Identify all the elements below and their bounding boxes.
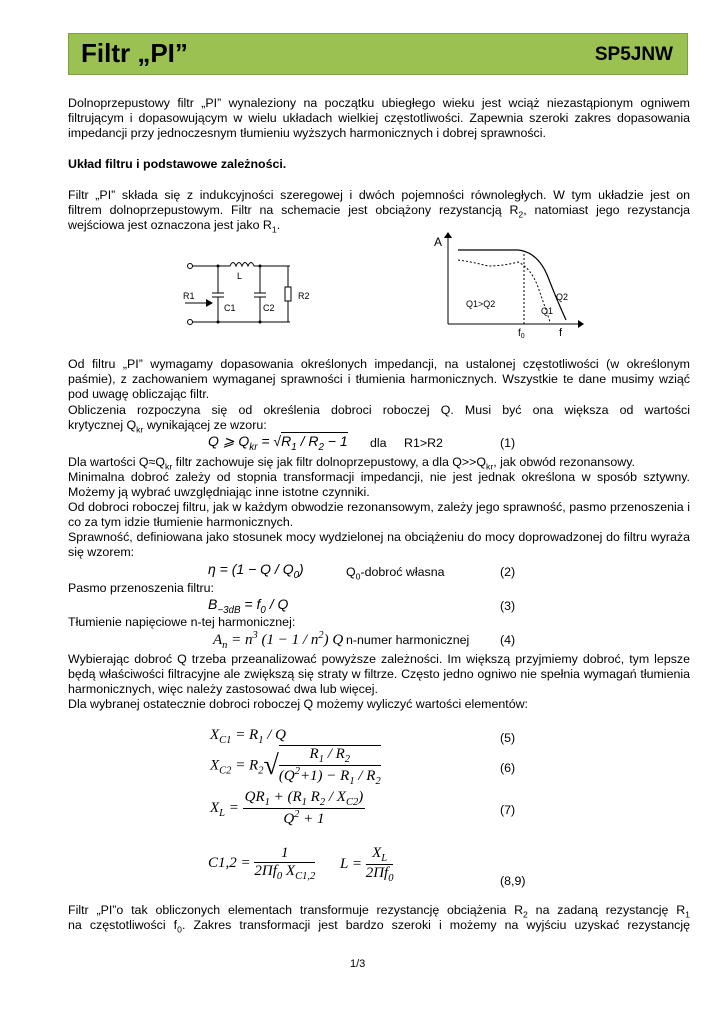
- title-bar: [68, 33, 688, 75]
- label-C1: C1: [224, 303, 236, 313]
- equation-4: $A_n = n^3$ $(1 - 1 / n^2)$ Q: [213, 630, 344, 651]
- intro-paragraph: Dolnoprzepustowy filtr „PI” wynaleziony na początku ubiegłego wieku jest wciąż niezastąpionym ogniwem filtrującym i dopasowującym w wielu układach wielkiej częstotliwości. Zapewnia szeroki zakres dopasowania impedancji przy jednoczesnym tłumieniu wyższych harmonicznych i dobrej sprawności.: [68, 96, 690, 140]
- axis-label-A: A: [434, 235, 443, 249]
- eq6-number: (6): [500, 761, 516, 775]
- eq5-number: (5): [500, 731, 516, 745]
- section-heading: Układ filtru i podstawowe zależności.: [68, 157, 287, 171]
- equation-7: $X_L$ = $\frac{QR_1 + (R_1 R_2 / X_{C2})}{Q^2 + 1}$: [210, 789, 364, 827]
- eq7-number: (7): [500, 803, 516, 817]
- pi-filter-schematic: [180, 255, 320, 330]
- label-q-compare: Q1>Q2: [466, 299, 496, 309]
- label-Q2: Q2: [556, 292, 569, 302]
- eq3-number: (3): [500, 599, 516, 613]
- equation-8: C1,2 = $\frac{1}{2\Pi f_0 X_{C1,2}}$: [208, 845, 316, 882]
- label-Q1: Q1: [541, 306, 554, 316]
- eq2-note: $Q_0$-dobroć własna: [346, 565, 445, 582]
- equation-3: $B_{-3dB} = f_0 / Q$: [208, 596, 289, 616]
- para3: Od filtru „PI” wymagamy dopasowania określonych impedancji, na ustalonej częstotliwości (w określonym paśmie), z zachowaniem wymaganej sprawności i tłumienia harmonicznych. Wszystkie te dane musimy wziąć pod uwagę obliczając filtr.: [68, 357, 690, 401]
- eq4-number: (4): [500, 633, 516, 647]
- author-callsign: SP5JNW: [594, 44, 673, 65]
- equation-1: Q ⩾ $Q_{kr} = √R_1 / R_2 - 1$: [208, 433, 348, 453]
- para6: Od dobroci roboczej filtru, jak w każdym obwodzie rezonansowym, zależy jego sprawność, pasmo przenoszenia i co za tym idzie tłumienie harmonicznych.: [68, 500, 690, 529]
- label-L: L: [237, 271, 243, 281]
- eq1-dla: dla: [370, 436, 387, 450]
- final-line2: na częstotliwości $f_0$. Zakres transformacji jest bardzo szeroki i możemy na wyjściu uzyskać rezystancję: [68, 918, 690, 935]
- para4-line1: Obliczenia rozpoczyna się od określenia dobroci roboczej Q. Musi być ona większa od wartości: [68, 403, 690, 417]
- para2-line1: Filtr „PI” składa się z indukcyjności szeregowej i dwóch pojemności równoległych. W tym układzie jest on: [68, 188, 690, 202]
- page-number: 1/3: [350, 958, 366, 970]
- para7: Sprawność, definiowana jako stosunek mocy wydzielonej na obciążeniu do mocy doprowadzonej do filtru wyraża się wzorem:: [68, 530, 690, 559]
- para2-line3: wejściowa jest oznaczona jest jako $R_1$.: [68, 218, 281, 235]
- equation-6: $X_{C2} = R_2√$ $\frac{R_1 / R_2}{(Q^2+1) - R_1 / R_2}$: [210, 746, 381, 787]
- label-R2: R2: [298, 291, 310, 301]
- eq2-number: (2): [500, 565, 516, 579]
- label-R1: R1: [183, 291, 195, 301]
- document-title: Filtr „PI”: [81, 38, 188, 68]
- para5-rest: Minimalna dobroć zależy od stopnia transformacji impedancji, nie jest jednak określona w sposób sztywny. Możemy ją wybrać uwzględniając inne istotne czynniki.: [68, 470, 690, 499]
- final-line1: Filtr „PI”o tak obliczonych elementach transformuje rezystancję obciążenia $R_2$ na zadaną rezystancję $R_1$: [68, 903, 690, 920]
- para4-line2: krytycznej $Q_{kr}$ wynikającej ze wzoru:: [68, 418, 267, 435]
- eq1-condition: R1>R2: [404, 436, 443, 450]
- axis-label-f0: $f_0$: [518, 328, 525, 340]
- eq89-number: (8,9): [500, 874, 526, 888]
- axis-label-f: f: [559, 327, 563, 339]
- attenuation-label: Tłumienie napięciowe n-tej harmonicznej:: [68, 615, 296, 629]
- para5-line1: Dla wartości $Q\approx Q_{kr}$ filtr zachowuje się jak filtr dolnoprzepustowy, a dla $Q>>Q_{kr}$, jak obwód rezonansowy.: [68, 455, 635, 472]
- para8: Wybierając dobroć Q trzeba przeanalizować powyższe zależności. Im większą przyjmiemy dobroć, tym lepsze będą właściwości filtracyjne ale zwiększą się straty w filtrze. Często jedno ogniwo nie spełnia wymagań tłumienia harmonicznych, więc należy zastosować dwa lub więcej.: [68, 652, 690, 696]
- eq1-number: (1): [500, 436, 516, 450]
- para9: Dla wybranej ostatecznie dobroci roboczej Q możemy wyliczyć wartości elementów:: [68, 697, 529, 711]
- label-C2: C2: [263, 303, 275, 313]
- equation-5: $X_{C1} = R_1 / Q$: [210, 727, 286, 746]
- filter-response-graph: [428, 232, 588, 340]
- eq4-note: n-numer harmonicznej: [346, 633, 470, 647]
- equation-2: $\eta = (1 - Q / Q_0)$: [208, 561, 304, 581]
- equation-9: L = $\frac{X_L}{2\Pi f_0}$: [340, 845, 394, 884]
- para2-line2: filtrem dolnoprzepustowym. Filtr na schemacie jest obciążony rezystancją $R_2$, natomiast jego rezystancja: [68, 203, 690, 220]
- band-label: Pasmo przenoszenia filtru:: [68, 581, 215, 595]
